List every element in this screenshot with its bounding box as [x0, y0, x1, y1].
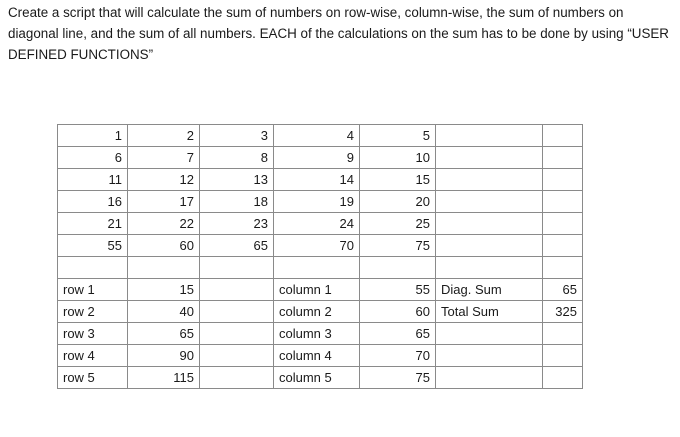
empty-cell	[436, 345, 543, 367]
matrix-cell: 24	[274, 213, 360, 235]
matrix-cell: 20	[360, 191, 436, 213]
empty-cell	[543, 125, 583, 147]
matrix-cell: 8	[200, 147, 274, 169]
empty-cell	[274, 257, 360, 279]
matrix-row	[58, 169, 583, 191]
empty-cell	[128, 257, 200, 279]
column-total-cell: 65	[360, 323, 436, 345]
column-sum-cell: 60	[128, 235, 200, 257]
summary-row	[58, 323, 583, 345]
empty-cell	[436, 367, 543, 389]
matrix-cell: 3	[200, 125, 274, 147]
empty-cell	[543, 323, 583, 345]
empty-cell	[543, 191, 583, 213]
matrix-cell: 21	[58, 213, 128, 235]
matrix-cell: 2	[128, 125, 200, 147]
column-label-cell: column 5	[274, 367, 360, 389]
matrix-cell: 15	[360, 169, 436, 191]
summary-row	[58, 301, 583, 323]
matrix-cell: 10	[360, 147, 436, 169]
empty-cell	[436, 235, 543, 257]
matrix-cell: 6	[58, 147, 128, 169]
row-label-cell: row 4	[58, 345, 128, 367]
empty-cell	[436, 169, 543, 191]
matrix-row	[58, 125, 583, 147]
empty-cell	[543, 213, 583, 235]
column-label-cell: column 1	[274, 279, 360, 301]
empty-cell	[543, 169, 583, 191]
empty-cell	[543, 147, 583, 169]
matrix-cell: 23	[200, 213, 274, 235]
column-label-cell: column 4	[274, 345, 360, 367]
blank-row	[58, 257, 583, 279]
empty-cell	[436, 191, 543, 213]
diag-sum-label: Diag. Sum	[436, 279, 543, 301]
column-total-cell: 70	[360, 345, 436, 367]
empty-cell	[200, 345, 274, 367]
total-sum-value: 325	[543, 301, 583, 323]
column-label-cell: column 3	[274, 323, 360, 345]
row-sum-cell: 15	[128, 279, 200, 301]
empty-cell	[543, 345, 583, 367]
matrix-row	[58, 213, 583, 235]
column-sum-cell: 75	[360, 235, 436, 257]
matrix-cell: 14	[274, 169, 360, 191]
column-label-cell: column 2	[274, 301, 360, 323]
column-sum-cell: 65	[200, 235, 274, 257]
total-sum-label: Total Sum	[436, 301, 543, 323]
column-sum-row	[58, 235, 583, 257]
row-label-cell: row 3	[58, 323, 128, 345]
empty-cell	[200, 301, 274, 323]
column-total-cell: 55	[360, 279, 436, 301]
matrix-cell: 7	[128, 147, 200, 169]
matrix-cell: 1	[58, 125, 128, 147]
matrix-cell: 12	[128, 169, 200, 191]
matrix-cell: 13	[200, 169, 274, 191]
matrix-cell: 22	[128, 213, 200, 235]
row-sum-cell: 65	[128, 323, 200, 345]
empty-cell	[543, 257, 583, 279]
column-sum-cell: 70	[274, 235, 360, 257]
row-label-cell: row 2	[58, 301, 128, 323]
diag-sum-value: 65	[543, 279, 583, 301]
matrix-row	[58, 147, 583, 169]
empty-cell	[436, 257, 543, 279]
matrix-cell: 18	[200, 191, 274, 213]
column-total-cell: 75	[360, 367, 436, 389]
row-label-cell: row 1	[58, 279, 128, 301]
column-sum-cell: 55	[58, 235, 128, 257]
empty-cell	[543, 235, 583, 257]
empty-cell	[436, 147, 543, 169]
matrix-cell: 25	[360, 213, 436, 235]
empty-cell	[543, 367, 583, 389]
row-sum-cell: 90	[128, 345, 200, 367]
summary-row	[58, 345, 583, 367]
matrix-cell: 4	[274, 125, 360, 147]
empty-cell	[436, 323, 543, 345]
matrix-row	[58, 191, 583, 213]
instructions-text: Create a script that will calculate the sum of numbers on row-wise, column-wise, the sum of numbers on diagonal line, and the sum of all numbers. EACH of the calculations on the sum has to be done by using “USER DEFINED FUNCTIONS”	[8, 5, 669, 62]
matrix-cell: 19	[274, 191, 360, 213]
row-label-cell: row 5	[58, 367, 128, 389]
empty-cell	[200, 257, 274, 279]
matrix-cell: 17	[128, 191, 200, 213]
empty-cell	[200, 367, 274, 389]
matrix-cell: 11	[58, 169, 128, 191]
empty-cell	[200, 279, 274, 301]
empty-cell	[200, 323, 274, 345]
row-sum-cell: 115	[128, 367, 200, 389]
column-total-cell: 60	[360, 301, 436, 323]
row-sum-cell: 40	[128, 301, 200, 323]
empty-cell	[360, 257, 436, 279]
empty-cell	[58, 257, 128, 279]
summary-row	[58, 367, 583, 389]
spreadsheet-table	[57, 124, 583, 389]
empty-cell	[436, 213, 543, 235]
matrix-cell: 5	[360, 125, 436, 147]
empty-cell	[436, 125, 543, 147]
matrix-cell: 9	[274, 147, 360, 169]
matrix-cell: 16	[58, 191, 128, 213]
summary-row	[58, 279, 583, 301]
